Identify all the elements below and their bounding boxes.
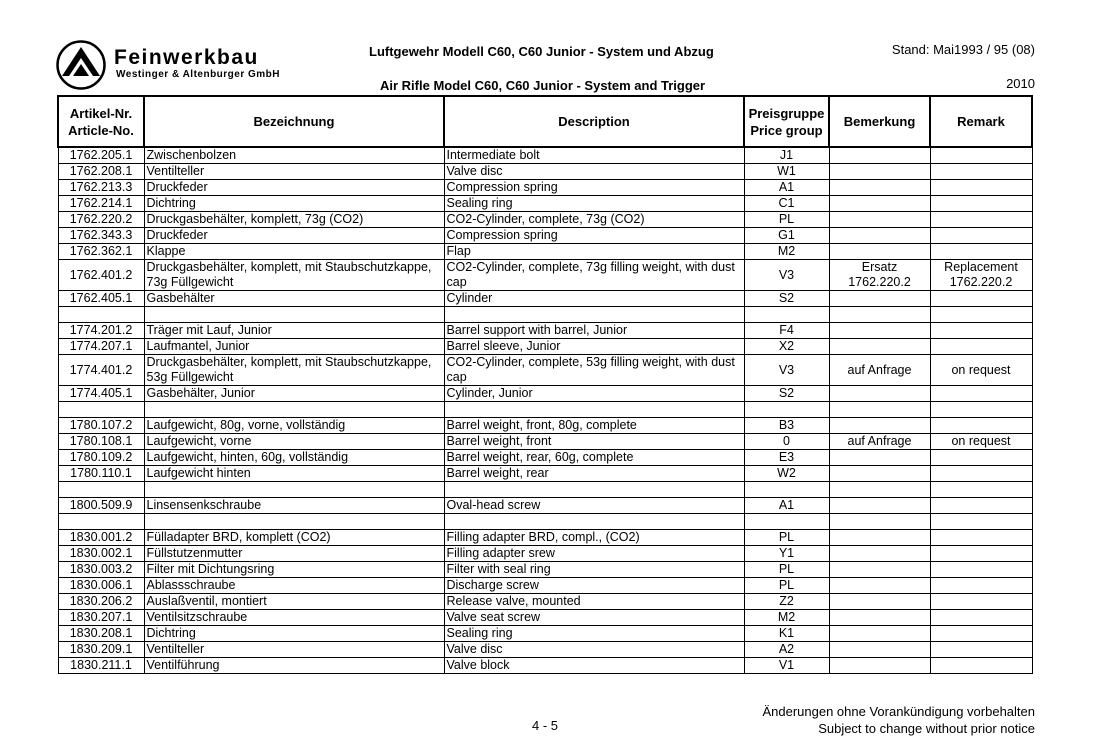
bezeichnung-cell: Laufgewicht, hinten, 60g, vollständig [144, 450, 444, 466]
bezeichnung-cell: Laufgewicht hinten [144, 466, 444, 482]
description-cell: Discharge screw [444, 578, 744, 594]
bezeichnung-cell: Druckgasbehälter, komplett, mit Staubschutzkappe, 73g Füllgewicht [144, 260, 444, 291]
article-no-cell: 1762.205.1 [58, 147, 144, 164]
article-no-cell: 1830.006.1 [58, 578, 144, 594]
description-cell: CO2-Cylinder, complete, 53g filling weight, with dust cap [444, 355, 744, 386]
remark-cell [930, 228, 1032, 244]
description-cell [444, 402, 744, 418]
bezeichnung-cell: Fülladapter BRD, komplett (CO2) [144, 530, 444, 546]
table-row [58, 244, 1032, 260]
description-cell: Cylinder [444, 291, 744, 307]
description-cell [444, 482, 744, 498]
bezeichnung-cell: Laufgewicht, 80g, vorne, vollständig [144, 418, 444, 434]
remark-cell [930, 180, 1032, 196]
remark-cell [930, 626, 1032, 642]
bemerkung-cell [829, 307, 930, 323]
bemerkung-cell [829, 228, 930, 244]
price-group-cell: G1 [744, 228, 829, 244]
bemerkung-cell [829, 418, 930, 434]
remark-cell: on request [930, 355, 1032, 386]
bezeichnung-cell [144, 514, 444, 530]
revision-stand: Stand: Mai1993 / 95 (08) [891, 42, 1035, 57]
bezeichnung-cell: Dichtring [144, 626, 444, 642]
table-row [58, 180, 1032, 196]
price-group-cell: V3 [744, 355, 829, 386]
remark-cell [930, 642, 1032, 658]
bezeichnung-cell: Füllstutzenmutter [144, 546, 444, 562]
remark-cell [930, 386, 1032, 402]
table-row [58, 466, 1032, 482]
price-group-cell: V1 [744, 658, 829, 674]
article-no-cell: 1830.209.1 [58, 642, 144, 658]
bemerkung-cell [829, 626, 930, 642]
description-cell: Valve disc [444, 642, 744, 658]
table-row [58, 450, 1032, 466]
remark-cell [930, 546, 1032, 562]
table-row [58, 594, 1032, 610]
bezeichnung-cell: Ventilteller [144, 164, 444, 180]
table-row [58, 514, 1032, 530]
price-group-cell: A2 [744, 642, 829, 658]
remark-cell [930, 530, 1032, 546]
article-no-cell: 1800.509.9 [58, 498, 144, 514]
remark-cell [930, 339, 1032, 355]
article-no-cell [58, 482, 144, 498]
remark-cell [930, 658, 1032, 674]
description-cell: Intermediate bolt [444, 147, 744, 164]
parts-table [57, 95, 1033, 674]
article-no-cell: 1762.401.2 [58, 260, 144, 291]
price-group-cell [744, 514, 829, 530]
remark-cell [930, 466, 1032, 482]
bezeichnung-cell: Druckfeder [144, 228, 444, 244]
bezeichnung-cell: Zwischenbolzen [144, 147, 444, 164]
article-no-cell: 1774.401.2 [58, 355, 144, 386]
remark-cell [930, 164, 1032, 180]
remark-cell [930, 498, 1032, 514]
header-price-group: Preisgruppe Price group [744, 96, 829, 147]
price-group-cell: A1 [744, 180, 829, 196]
bemerkung-cell [829, 450, 930, 466]
description-cell: Filling adapter srew [444, 546, 744, 562]
bezeichnung-cell: Ventilteller [144, 642, 444, 658]
bemerkung-cell [829, 147, 930, 164]
description-cell: Barrel weight, front [444, 434, 744, 450]
bezeichnung-cell: Druckgasbehälter, komplett, 73g (CO2) [144, 212, 444, 228]
bemerkung-cell: Ersatz 1762.220.2 [829, 260, 930, 291]
remark-cell: on request [930, 434, 1032, 450]
bezeichnung-cell: Druckgasbehälter, komplett, mit Staubschutzkappe, 53g Füllgewicht [144, 355, 444, 386]
article-no-cell: 1762.343.3 [58, 228, 144, 244]
bemerkung-cell [829, 323, 930, 339]
article-no-cell: 1762.214.1 [58, 196, 144, 212]
article-no-cell: 1774.201.2 [58, 323, 144, 339]
price-group-cell: W2 [744, 466, 829, 482]
table-row [58, 323, 1032, 339]
price-group-cell: F4 [744, 323, 829, 339]
remark-cell [930, 323, 1032, 339]
table-row [58, 498, 1032, 514]
description-cell: Valve disc [444, 164, 744, 180]
description-cell: Barrel support with barrel, Junior [444, 323, 744, 339]
table-row [58, 530, 1032, 546]
article-no-cell [58, 514, 144, 530]
header-description: Description [444, 96, 744, 147]
header-bemerkung: Bemerkung [829, 96, 930, 147]
page-number: 4 - 5 [532, 718, 559, 733]
price-group-cell: K1 [744, 626, 829, 642]
bemerkung-cell [829, 642, 930, 658]
description-cell: Barrel weight, rear [444, 466, 744, 482]
description-cell: Valve seat screw [444, 610, 744, 626]
price-group-cell: PL [744, 578, 829, 594]
header-article-no: Artikel-Nr. Article-No. [58, 96, 144, 147]
price-group-cell: C1 [744, 196, 829, 212]
article-no-cell: 1830.003.2 [58, 562, 144, 578]
bezeichnung-cell: Ventilführung [144, 658, 444, 674]
remark-cell: Replacement 1762.220.2 [930, 260, 1032, 291]
remark-cell [930, 450, 1032, 466]
article-no-cell: 1780.109.2 [58, 450, 144, 466]
header-bezeichnung: Bezeichnung [144, 96, 444, 147]
bezeichnung-cell: Auslaßventil, montiert [144, 594, 444, 610]
bemerkung-cell [829, 514, 930, 530]
bemerkung-cell [829, 196, 930, 212]
price-group-cell: A1 [744, 498, 829, 514]
price-group-cell [744, 482, 829, 498]
page-title-german: Luftgewehr Modell C60, C60 Junior - System und Abzug [369, 44, 714, 59]
article-no-cell: 1830.208.1 [58, 626, 144, 642]
table-row [58, 164, 1032, 180]
price-group-cell: 0 [744, 434, 829, 450]
description-cell: Barrel weight, rear, 60g, complete [444, 450, 744, 466]
table-header-row [58, 96, 1032, 147]
remark-cell [930, 244, 1032, 260]
bezeichnung-cell: Druckfeder [144, 180, 444, 196]
article-no-cell: 1774.207.1 [58, 339, 144, 355]
price-group-cell: B3 [744, 418, 829, 434]
bezeichnung-cell: Filter mit Dichtungsring [144, 562, 444, 578]
brand-name: Feinwerkbau [114, 46, 259, 69]
description-cell: Barrel sleeve, Junior [444, 339, 744, 355]
remark-cell [930, 147, 1032, 164]
price-group-cell: E3 [744, 450, 829, 466]
description-cell: Filter with seal ring [444, 562, 744, 578]
description-cell: Barrel weight, front, 80g, complete [444, 418, 744, 434]
bemerkung-cell [829, 482, 930, 498]
table-row [58, 260, 1032, 291]
table-row [58, 610, 1032, 626]
price-group-cell: S2 [744, 386, 829, 402]
description-cell: Compression spring [444, 228, 744, 244]
description-cell: Sealing ring [444, 626, 744, 642]
price-group-cell: V3 [744, 260, 829, 291]
bemerkung-cell [829, 339, 930, 355]
remark-cell [930, 418, 1032, 434]
remark-cell [930, 482, 1032, 498]
article-no-cell: 1774.405.1 [58, 386, 144, 402]
description-cell: CO2-Cylinder, complete, 73g filling weight, with dust cap [444, 260, 744, 291]
article-no-cell: 1830.001.2 [58, 530, 144, 546]
bezeichnung-cell [144, 482, 444, 498]
bemerkung-cell [829, 562, 930, 578]
description-cell [444, 307, 744, 323]
revision-year: 2010 [1006, 76, 1035, 91]
table-row [58, 642, 1032, 658]
price-group-cell: M2 [744, 244, 829, 260]
bemerkung-cell [829, 244, 930, 260]
remark-cell [930, 594, 1032, 610]
bemerkung-cell: auf Anfrage [829, 434, 930, 450]
remark-cell [930, 610, 1032, 626]
bezeichnung-cell: Klappe [144, 244, 444, 260]
bezeichnung-cell: Ventilsitzschraube [144, 610, 444, 626]
page-title-english: Air Rifle Model C60, C60 Junior - System and Trigger [380, 78, 706, 93]
price-group-cell: PL [744, 562, 829, 578]
price-group-cell: S2 [744, 291, 829, 307]
article-no-cell: 1780.110.1 [58, 466, 144, 482]
bemerkung-cell [829, 594, 930, 610]
article-no-cell: 1780.108.1 [58, 434, 144, 450]
description-cell: Filling adapter BRD, compl., (CO2) [444, 530, 744, 546]
bezeichnung-cell [144, 307, 444, 323]
table-row [58, 562, 1032, 578]
bezeichnung-cell: Gasbehälter, Junior [144, 386, 444, 402]
table-row [58, 658, 1032, 674]
price-group-cell: PL [744, 212, 829, 228]
feinwerkbau-logo-icon [56, 40, 106, 90]
remark-cell [930, 514, 1032, 530]
description-cell: Compression spring [444, 180, 744, 196]
description-cell: Valve block [444, 658, 744, 674]
remark-cell [930, 402, 1032, 418]
table-row [58, 147, 1032, 164]
bemerkung-cell [829, 164, 930, 180]
article-no-cell: 1830.211.1 [58, 658, 144, 674]
bemerkung-cell [829, 498, 930, 514]
article-no-cell: 1830.206.2 [58, 594, 144, 610]
bezeichnung-cell: Laufmantel, Junior [144, 339, 444, 355]
bemerkung-cell [829, 386, 930, 402]
table-row [58, 626, 1032, 642]
table-row [58, 307, 1032, 323]
article-no-cell: 1780.107.2 [58, 418, 144, 434]
bemerkung-cell [829, 291, 930, 307]
footer-note-english: Subject to change without prior notice [818, 721, 1035, 736]
price-group-cell: Z2 [744, 594, 829, 610]
article-no-cell [58, 307, 144, 323]
remark-cell [930, 196, 1032, 212]
bezeichnung-cell: Ablassschraube [144, 578, 444, 594]
table-row [58, 578, 1032, 594]
bezeichnung-cell: Gasbehälter [144, 291, 444, 307]
description-cell: Sealing ring [444, 196, 744, 212]
table-row [58, 482, 1032, 498]
bemerkung-cell [829, 610, 930, 626]
price-group-cell [744, 402, 829, 418]
bezeichnung-cell: Träger mit Lauf, Junior [144, 323, 444, 339]
bezeichnung-cell: Linsensenkschraube [144, 498, 444, 514]
table-row [58, 196, 1032, 212]
bezeichnung-cell [144, 402, 444, 418]
footer-note-german: Änderungen ohne Vorankündigung vorbehalten [762, 704, 1035, 719]
table-row [58, 291, 1032, 307]
article-no-cell [58, 402, 144, 418]
article-no-cell: 1830.207.1 [58, 610, 144, 626]
table-row [58, 212, 1032, 228]
table-row [58, 386, 1032, 402]
description-cell [444, 514, 744, 530]
description-cell: Oval-head screw [444, 498, 744, 514]
price-group-cell: Y1 [744, 546, 829, 562]
description-cell: Release valve, mounted [444, 594, 744, 610]
article-no-cell: 1762.220.2 [58, 212, 144, 228]
price-group-cell [744, 307, 829, 323]
bemerkung-cell [829, 180, 930, 196]
article-no-cell: 1830.002.1 [58, 546, 144, 562]
description-cell: Flap [444, 244, 744, 260]
description-cell: Cylinder, Junior [444, 386, 744, 402]
table-row [58, 339, 1032, 355]
bemerkung-cell [829, 212, 930, 228]
bezeichnung-cell: Dichtring [144, 196, 444, 212]
remark-cell [930, 562, 1032, 578]
bemerkung-cell [829, 530, 930, 546]
description-cell: CO2-Cylinder, complete, 73g (CO2) [444, 212, 744, 228]
price-group-cell: M2 [744, 610, 829, 626]
parts-table-body [58, 147, 1032, 674]
remark-cell [930, 291, 1032, 307]
bemerkung-cell [829, 546, 930, 562]
table-row [58, 546, 1032, 562]
article-no-cell: 1762.208.1 [58, 164, 144, 180]
bezeichnung-cell: Laufgewicht, vorne [144, 434, 444, 450]
table-row [58, 228, 1032, 244]
bemerkung-cell [829, 402, 930, 418]
article-no-cell: 1762.213.3 [58, 180, 144, 196]
bemerkung-cell [829, 466, 930, 482]
table-row [58, 355, 1032, 386]
table-row [58, 434, 1032, 450]
remark-cell [930, 307, 1032, 323]
header-remark: Remark [930, 96, 1032, 147]
price-group-cell: X2 [744, 339, 829, 355]
article-no-cell: 1762.362.1 [58, 244, 144, 260]
article-no-cell: 1762.405.1 [58, 291, 144, 307]
bemerkung-cell [829, 578, 930, 594]
price-group-cell: PL [744, 530, 829, 546]
bemerkung-cell [829, 658, 930, 674]
price-group-cell: W1 [744, 164, 829, 180]
table-row [58, 402, 1032, 418]
remark-cell [930, 212, 1032, 228]
table-row [58, 418, 1032, 434]
price-group-cell: J1 [744, 147, 829, 164]
bemerkung-cell: auf Anfrage [829, 355, 930, 386]
brand-subtitle: Westinger & Altenburger GmbH [116, 69, 281, 80]
remark-cell [930, 578, 1032, 594]
